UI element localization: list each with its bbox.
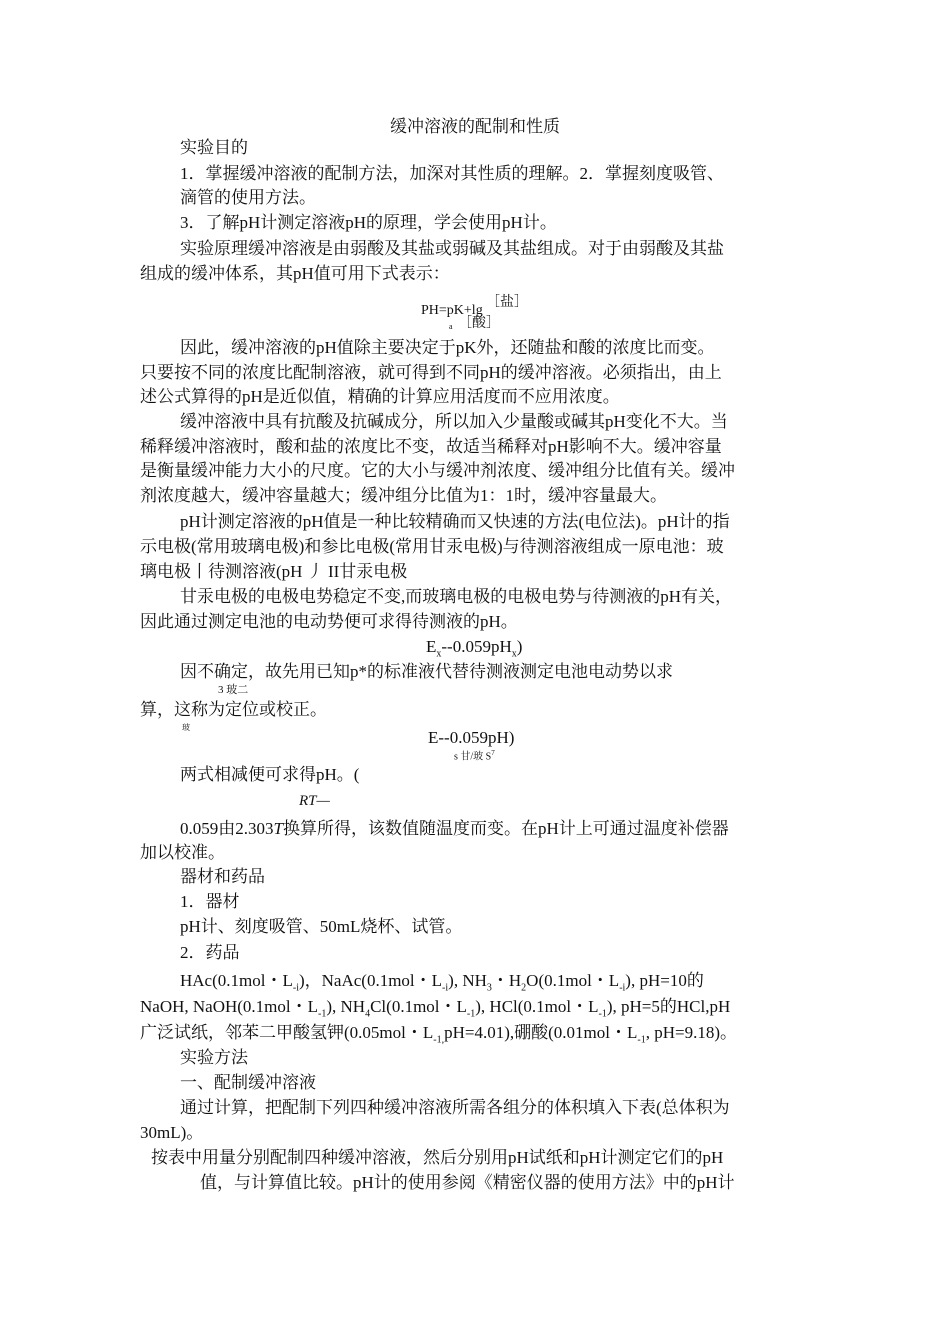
- formula-subscript: a: [449, 322, 453, 331]
- heading-materials: 器材和药品: [180, 867, 265, 886]
- paragraph-line: 因此，缓冲溶液的pH值除主要决定于pK外，还随盐和酸的浓度比而变。: [180, 338, 715, 357]
- paragraph-line: 30mL)。: [140, 1123, 204, 1142]
- line-part: 0.059由2.303: [180, 819, 274, 838]
- paragraph-line: 示电极(常用玻璃电极)和参比电极(常用甘汞电极)与待测溶液组成一原电池：玻: [140, 537, 724, 556]
- seg: 3: [486, 982, 492, 994]
- reagents-line: [140, 996, 730, 1025]
- seg: (0.1mol・L: [212, 971, 293, 990]
- seg: ): [326, 997, 333, 1016]
- seg: , pH=10的: [630, 971, 704, 990]
- paragraph-line: 稀释缓冲溶液时，酸和盐的浓度比不变，故适当稀释对pH影响不大。缓冲容量: [140, 437, 722, 456]
- seg: , NH: [453, 971, 487, 990]
- seg: (0.1mol・L: [386, 997, 467, 1016]
- eq2-sub: s 甘/玻 S: [454, 751, 492, 763]
- seg: , HCl: [480, 997, 518, 1016]
- seg: ): [606, 997, 613, 1016]
- seg: , NH: [332, 997, 366, 1016]
- paragraph-line: 3．了解pH计测定溶液pH的原理，学会使用pH计。: [180, 213, 557, 232]
- seg: )，NaAc: [298, 971, 362, 990]
- paragraph-line: 滴管的使用方法。: [180, 188, 316, 207]
- subheading-equipment: 1．器材: [180, 892, 240, 911]
- seg: -1: [637, 1034, 646, 1046]
- seg: ): [448, 971, 454, 990]
- seg: -1: [318, 1008, 327, 1020]
- seg: (0.1mol・L: [237, 997, 319, 1016]
- paragraph-line: 组成的缓冲体系，其pH值可用下式表示：: [140, 264, 450, 283]
- eq1-e: E: [426, 637, 437, 656]
- seg: -i: [292, 982, 299, 994]
- seg: ・H: [491, 971, 522, 990]
- document-title: 缓冲溶液的配制和性质: [390, 117, 560, 136]
- paragraph-line: 缓冲溶液中具有抗酸及抗碱成分，所以加入少量酸或碱其pH变化不大。当: [180, 412, 728, 431]
- eq1-body: --0.059pH: [441, 637, 512, 656]
- paragraph-line: 述公式算得的pH是近似值，精确的计算应用活度而不应用浓度。: [140, 387, 620, 406]
- formula-denominator: ［酸］: [458, 316, 500, 331]
- paragraph-line: 因不确定，故先用已知p*的标准液代替待测液测定电池电动势以求: [180, 662, 673, 681]
- seg: NaOH, NaOH: [140, 997, 238, 1016]
- equipment-list: pH计、刻度吸管、50mL烧杯、试管。: [180, 917, 463, 936]
- seg: 广泛试纸，邻苯二甲酸氢钾(0.05mol・L: [140, 1023, 434, 1042]
- eq2-sup: 7: [491, 749, 495, 757]
- paragraph-line: [180, 818, 729, 840]
- equation-2: E--0.059pH): [428, 728, 515, 747]
- paragraph-line: 只要按不同的浓度比配制溶液，就可得到不同pH的缓冲溶液。必须指出，由上: [140, 363, 722, 382]
- seg: -i: [442, 982, 449, 994]
- seg: -i: [619, 982, 626, 994]
- italic-t: T: [273, 819, 283, 838]
- seg: 4: [365, 1008, 371, 1020]
- seg: O: [526, 971, 539, 990]
- eq1-sub-x: x: [436, 648, 442, 660]
- paragraph-line: 加以校准。: [140, 843, 225, 862]
- paragraph-line: 按表中用量分别配制四种缓冲溶液，然后分别用pH试纸和pH计测定它们的pH: [151, 1148, 724, 1167]
- eq1-note: 3 玻二: [218, 684, 249, 696]
- subheading-reagents: 2．药品: [180, 943, 240, 962]
- seg: -1: [598, 1008, 607, 1020]
- seg: , pH=5的HCl,pH: [612, 997, 731, 1016]
- seg: , pH=9.18)。: [645, 1023, 737, 1042]
- paragraph-line: 算，这称为定位或校正。: [140, 700, 327, 719]
- paragraph-line: 实验原理缓冲溶液是由弱酸及其盐或弱碱及其盐组成。对于由弱酸及其盐: [180, 239, 724, 258]
- paragraph-line: 是衡量缓冲能力大小的尺度。它的大小与缓冲剂浓度、缓冲组分比值有关。缓冲: [140, 461, 735, 480]
- equation-2-subscript: [454, 747, 495, 763]
- seg: (0.1mol・L: [517, 997, 599, 1016]
- seg: -1,: [433, 1034, 445, 1046]
- heading-purpose: 实验目的: [180, 138, 248, 157]
- seg: HAc: [180, 971, 213, 990]
- paragraph-line: 1．掌握缓冲溶液的配制方法，加深对其性质的理解。2．掌握刻度吸管、: [180, 164, 724, 183]
- paragraph-line: 璃电极丨待测溶液(pH 丿 II甘汞电极: [140, 562, 408, 581]
- paragraph-line: pH计测定溶液的pH值是一种比较精确而又快速的方法(电位法)。pH计的指: [180, 512, 730, 531]
- seg: (0.1mol・L: [361, 971, 443, 990]
- paragraph-line: 剂浓度越大，缓冲容量越大；缓冲组分比值为1：1时，缓冲容量最大。: [140, 486, 667, 505]
- paragraph-line: 甘汞电极的电极电势稳定不变,而玻璃电极的电极电势与待测液的pH有关，: [180, 587, 733, 606]
- line-part: 换算所得，该数值随温度而变。在pH计上可通过温度补偿器: [282, 819, 729, 838]
- seg: pH=4.01),硼酸: [444, 1023, 549, 1042]
- paragraph-line: 因此通过测定电池的电动势便可求得待测液的pH。: [140, 612, 518, 631]
- reagents-line: [180, 970, 704, 999]
- seg: (0.1mol・L: [538, 971, 620, 990]
- heading-method: 实验方法: [180, 1048, 248, 1067]
- paragraph-line: 两式相减便可求得pH。(: [180, 765, 360, 784]
- rt-fraction: RT—: [299, 793, 330, 809]
- seg: ): [625, 971, 631, 990]
- seg: (0.01mol・L: [548, 1023, 638, 1042]
- formula-numerator: ［盐］: [486, 295, 528, 310]
- eq1-note-2: 玻: [182, 723, 190, 732]
- eq1-end: ): [516, 637, 523, 656]
- seg: Cl: [370, 997, 387, 1016]
- subheading-prepare: 一、配制缓冲溶液: [180, 1073, 316, 1092]
- seg: ): [475, 997, 481, 1016]
- paragraph-line: 通过计算，把配制下列四种缓冲溶液所需各组分的体积填入下表(总体积为: [180, 1098, 730, 1117]
- seg: -1: [466, 1008, 476, 1020]
- eq1-sub-x2: x: [511, 648, 517, 660]
- seg: 2: [521, 982, 527, 994]
- paragraph-line: 值，与计算值比较。pH计的使用参阅《精密仪器的使用方法》中的pH计: [200, 1173, 735, 1192]
- formula-lhs: PH=pK+lg: [421, 303, 483, 318]
